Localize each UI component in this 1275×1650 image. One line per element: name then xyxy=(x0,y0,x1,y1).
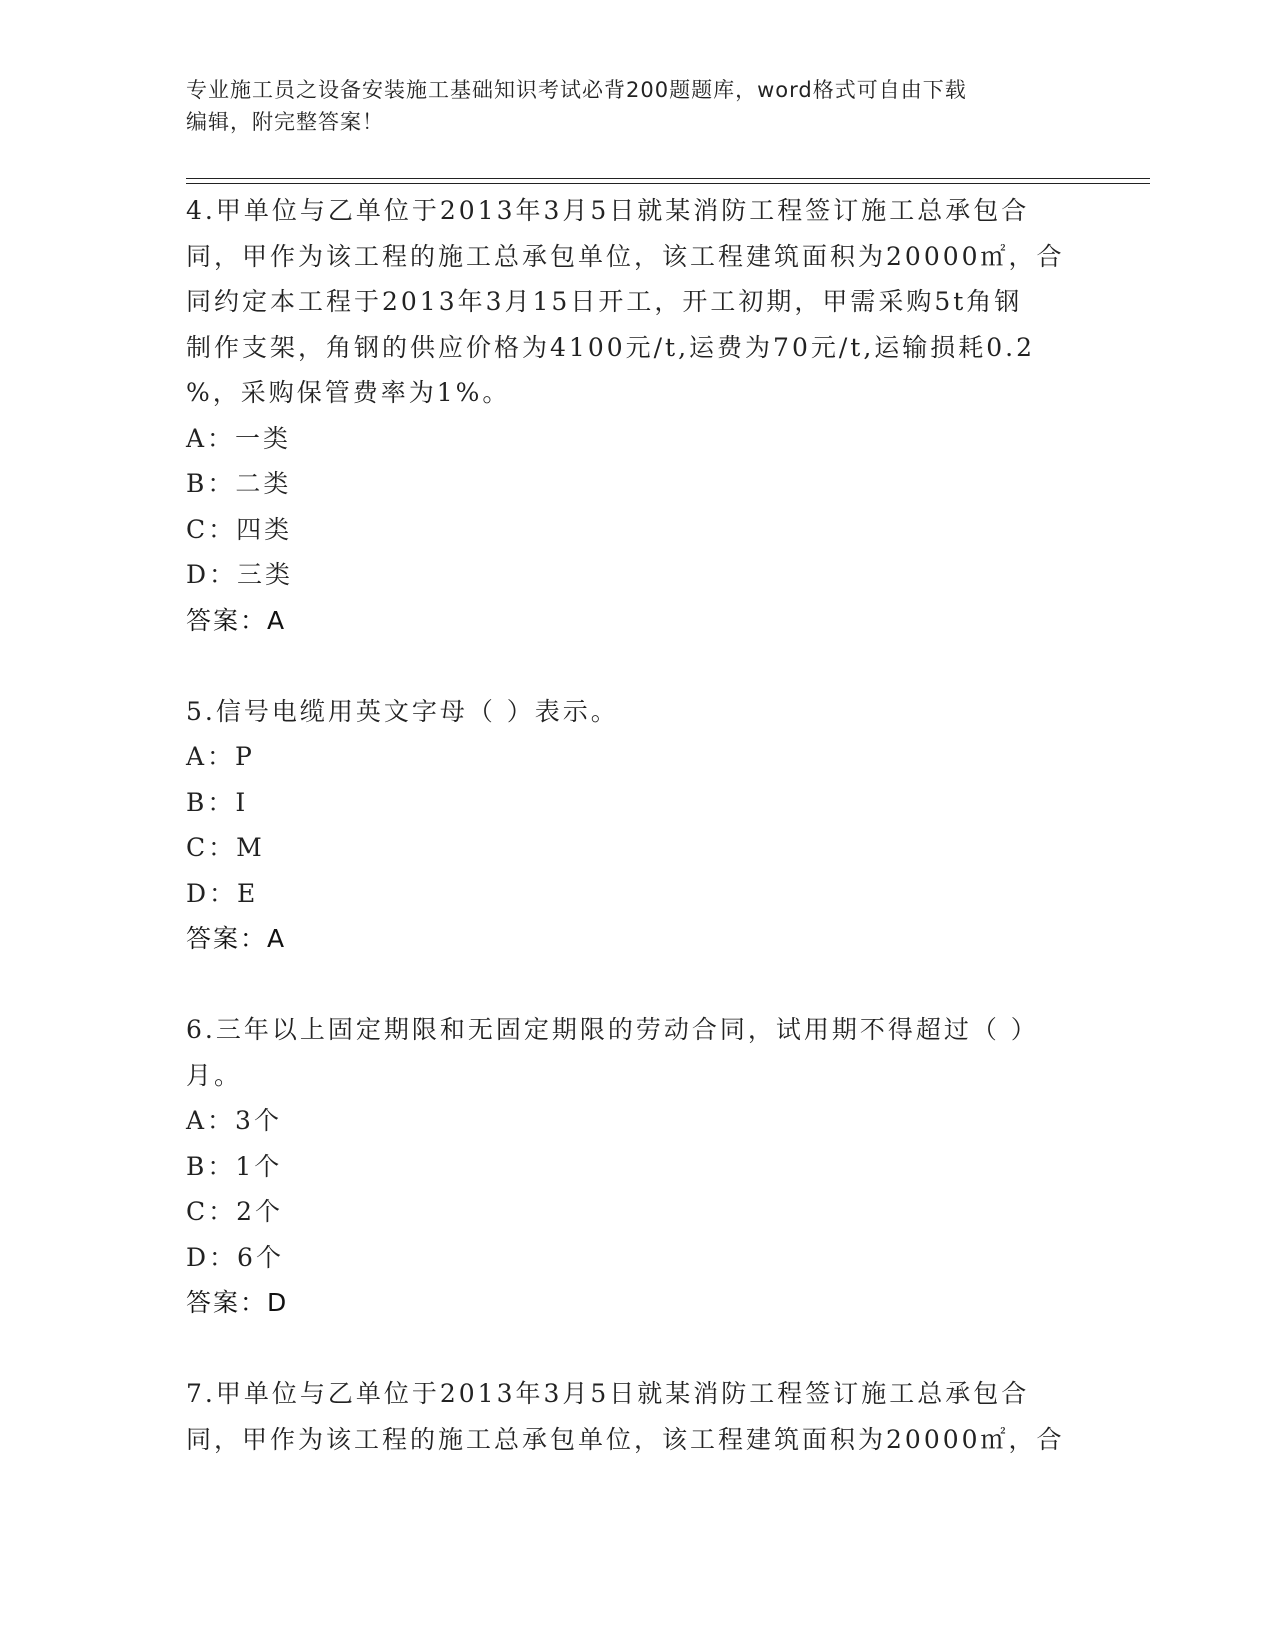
question-7 xyxy=(186,1371,1086,1462)
question-stem-line: 制作支架，角钢的供应价格为4100元/t,运费为70元/t,运输损耗0.2 xyxy=(186,332,1036,362)
question-list xyxy=(186,188,1086,1508)
option-d: D：三类 xyxy=(186,560,294,589)
option-a: A：P xyxy=(186,742,255,771)
option-a: A：一类 xyxy=(186,423,292,453)
question-stem-line: 6.三年以上固定期限和无固定期限的劳动合同，试用期不得超过（ ） xyxy=(186,1015,1039,1044)
answer-line: 答案：D xyxy=(186,1288,289,1317)
header-line-1: 专业施工员之设备安装施工基础知识考试必背200题题库，word格式可自由下载 xyxy=(186,78,967,102)
question-stem-line: 5.信号电缆用英文字母（ ）表示。 xyxy=(186,696,619,726)
answer-line: 答案：A xyxy=(186,924,287,953)
question-6 xyxy=(186,1007,1086,1326)
option-d: D：6个 xyxy=(186,1242,284,1272)
option-b: B：1个 xyxy=(186,1151,283,1181)
option-b: B：I xyxy=(186,787,249,817)
question-stem-line: 同，甲作为该工程的施工总承包单位，该工程建筑面积为20000㎡，合 xyxy=(186,241,1065,271)
header-line-2: 编辑，附完整答案！ xyxy=(186,110,384,134)
question-stem-line: %，采购保管费率为1%。 xyxy=(186,378,511,407)
question-stem-line: 7.甲单位与乙单位于2013年3月5日就某消防工程签订施工总承包合 xyxy=(186,1379,1030,1408)
answer-line: 答案：A xyxy=(186,605,287,635)
question-4 xyxy=(186,188,1086,643)
option-d: D：E xyxy=(186,878,259,908)
option-c: C：四类 xyxy=(186,514,293,544)
option-b: B：二类 xyxy=(186,469,292,498)
document-header xyxy=(186,74,1086,138)
question-5 xyxy=(186,689,1086,962)
header-rule-bottom xyxy=(186,183,1150,184)
header-rule-top xyxy=(186,178,1150,179)
question-stem-line: 同，甲作为该工程的施工总承包单位，该工程建筑面积为20000㎡，合 xyxy=(186,1424,1065,1454)
question-stem-line: 月。 xyxy=(186,1060,243,1090)
option-a: A：3个 xyxy=(186,1106,282,1135)
option-c: C：M xyxy=(186,833,265,862)
option-c: C：2个 xyxy=(186,1197,284,1226)
question-stem-line: 同约定本工程于2013年3月15日开工，开工初期，甲需采购5t角钢 xyxy=(186,287,1023,316)
question-stem-line: 4.甲单位与乙单位于2013年3月5日就某消防工程签订施工总承包合 xyxy=(186,196,1030,225)
